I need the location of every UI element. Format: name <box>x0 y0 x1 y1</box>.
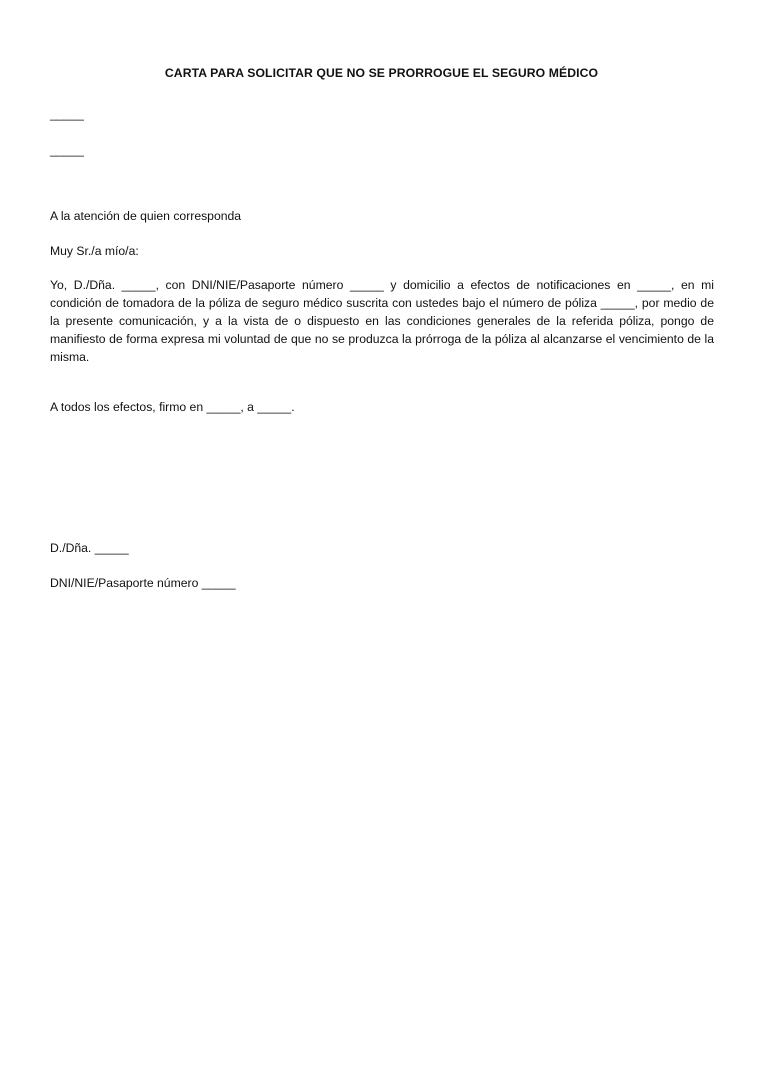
document-title: CARTA PARA SOLICITAR QUE NO SE PRORROGUE EL SEGURO MÉDICO <box>164 66 599 80</box>
signature-id: DNI/NIE/Pasaporte número _____ <box>50 576 236 590</box>
attention-line: A la atención de quien corresponda <box>50 209 242 223</box>
closing-line: A todos los efectos, firmo en _____, a _____. <box>50 400 295 414</box>
body-paragraph: Yo, D./Dña. _____, con DNI/NIE/Pasaporte número _____ y domicilio a efectos de notificaciones en _____, en mi condición de tomadora de la póliza de seguro médico suscrita con ustedes bajo el número de póliza _____, por medio de la presente comunicación, y a la vista de o dispuesto en las condiciones generales de la referida póliza, pongo de manifiesto de forma expresa mi voluntad de que no se produzca la prórroga de la póliza al alcanzarse el vencimiento de la misma. <box>50 278 714 364</box>
signature-name: D./Dña. _____ <box>50 541 129 555</box>
sender-blank-1: _____ <box>50 107 84 121</box>
sender-blank-2: _____ <box>50 143 84 157</box>
salutation: Muy Sr./a mío/a: <box>50 244 139 258</box>
